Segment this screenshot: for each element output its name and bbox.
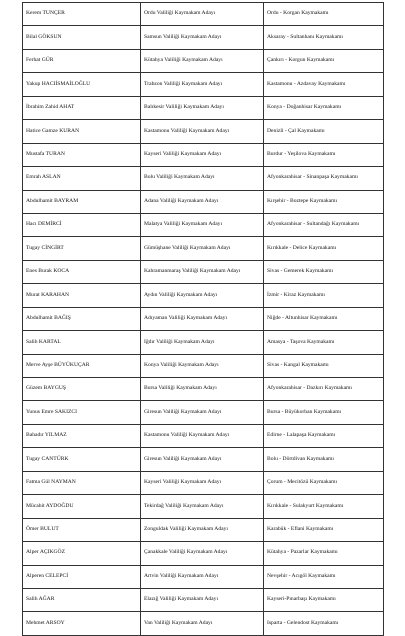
name-cell: Salih AĞAR	[23, 588, 141, 611]
candidacy-cell: Van Valiliği Kaymakam Adayı	[141, 612, 264, 635]
placement-cell: Konya - Doğanhisar Kaymakamı	[264, 96, 384, 119]
table-row	[23, 237, 384, 260]
placement-cell: Kütahya - Pazarlar Kaymakamı	[264, 542, 384, 565]
placement-cell: Bolu - Dörtdivan Kaymakamı	[264, 448, 384, 471]
placement-cell: Aksaray - Sultanhanı Kaymakamı	[264, 26, 384, 49]
candidacy-cell: Malatya Valiliği Kaymakam Adayı	[141, 213, 264, 236]
name-cell: Merve Ayşe BÜYÜKUÇAR	[23, 354, 141, 377]
placement-cell: Bursa - Büyükorhan Kaymakamı	[264, 401, 384, 424]
candidacy-cell: Kütahya Valiliği Kaymakam Adayı	[141, 49, 264, 72]
candidacy-cell: Adıyaman Valiliği Kaymakam Adayı	[141, 307, 264, 330]
name-cell: Yunus Emre SAKIZCI	[23, 401, 141, 424]
table-row	[23, 471, 384, 494]
candidacy-cell: Çanakkale Valiliği Kaymakam Adayı	[141, 542, 264, 565]
candidacy-cell: Giresun Valiliği Kaymakam Adayı	[141, 401, 264, 424]
table-row	[23, 401, 384, 424]
name-cell: Bilal GÖKSUN	[23, 26, 141, 49]
table-row	[23, 120, 384, 143]
placement-cell: Amasya - Taşova Kaymakamı	[264, 331, 384, 354]
candidacy-cell: Trabzon Valiliği Kaymakam Adayı	[141, 73, 264, 96]
table-row	[23, 96, 384, 119]
candidacy-cell: Bolu Valiliği Kaymakam Adayı	[141, 167, 264, 190]
candidacy-cell: Giresun Valiliği Kaymakam Adayı	[141, 448, 264, 471]
placement-cell: Kastamonu - Azdavay Kaymakamı	[264, 73, 384, 96]
name-cell: Kerem TUNÇER	[23, 3, 141, 26]
name-cell: Tugay CİNGİRT	[23, 237, 141, 260]
name-cell: Abdulhamit BAĞIŞ	[23, 307, 141, 330]
placement-cell: Ordu - Korgan Kaymakamı	[264, 3, 384, 26]
name-cell: Murat KARAHAN	[23, 284, 141, 307]
placement-cell: Kayseri-Pınarbaşı Kaymakamı	[264, 588, 384, 611]
candidacy-cell: Bursa Valiliği Kaymakam Adayı	[141, 378, 264, 401]
placement-cell: Isparta - Gelendost Kaymakamı	[264, 612, 384, 635]
placement-cell: Nevşehir - Acıgöl Kaymakamı	[264, 565, 384, 588]
table-row	[23, 448, 384, 471]
placement-cell: Denizli - Çal Kaymakamı	[264, 120, 384, 143]
placement-cell: Sivas - Gemerek Kaymakamı	[264, 260, 384, 283]
candidacy-cell: Elazığ Valiliği Kaymakam Adayı	[141, 588, 264, 611]
placement-cell: Edirne - Lalapaşa Kaymakamı	[264, 424, 384, 447]
appointment-table-body	[23, 3, 384, 636]
name-cell: Emrah ASLAN	[23, 167, 141, 190]
name-cell: Yakup HACIİSMAİLOĞLU	[23, 73, 141, 96]
candidacy-cell: Kahramanmaraş Valiliği Kaymakam Adayı	[141, 260, 264, 283]
name-cell: Abdulhamit BAYRAM	[23, 190, 141, 213]
name-cell: Alper AÇIKGÖZ	[23, 542, 141, 565]
table-row	[23, 354, 384, 377]
table-row	[23, 612, 384, 635]
candidacy-cell: Gümüşhane Valiliği Kaymakam Adayı	[141, 237, 264, 260]
candidacy-cell: Kayseri Valiliği Kaymakam Adayı	[141, 471, 264, 494]
table-row	[23, 588, 384, 611]
name-cell: Enes Burak KOCA	[23, 260, 141, 283]
candidacy-cell: Konya Valiliği Kaymakam Adayı	[141, 354, 264, 377]
table-row	[23, 3, 384, 26]
placement-cell: Kırıkkale - Sulakyurt Kaymakamı	[264, 495, 384, 518]
name-cell: Mücahit AYDOĞDU	[23, 495, 141, 518]
placement-cell: Karabük - Eflani Kaymakamı	[264, 518, 384, 541]
candidacy-cell: Balıkesir Valiliği Kaymakam Adayı	[141, 96, 264, 119]
name-cell: Tugay CANTÜRK	[23, 448, 141, 471]
name-cell: Ömer BULUT	[23, 518, 141, 541]
name-cell: Mehmet ARSOY	[23, 612, 141, 635]
table-row	[23, 518, 384, 541]
candidacy-cell: Artvin Valiliği Kaymakam Adayı	[141, 565, 264, 588]
name-cell: Mustafa TURAN	[23, 143, 141, 166]
name-cell: Salih KARTAL	[23, 331, 141, 354]
table-row	[23, 378, 384, 401]
name-cell: Güzem BAYGUŞ	[23, 378, 141, 401]
placement-cell: Afyonkarahisar - Sultandağı Kaymakamı	[264, 213, 384, 236]
table-row	[23, 424, 384, 447]
table-row	[23, 284, 384, 307]
table-row	[23, 565, 384, 588]
candidacy-cell: Ordu Valiliği Kaymakam Adayı	[141, 3, 264, 26]
candidacy-cell: Kayseri Valiliği Kaymakam Adayı	[141, 143, 264, 166]
candidacy-cell: Kastamonu Valiliği Kaymakam Adayı	[141, 120, 264, 143]
appointment-table	[22, 2, 384, 636]
placement-cell: Çankırı - Korgun Kaymakamı	[264, 49, 384, 72]
placement-cell: Kırşehir - Boztepe Kaymakamı	[264, 190, 384, 213]
table-row	[23, 143, 384, 166]
candidacy-cell: Adana Valiliği Kaymakam Adayı	[141, 190, 264, 213]
table-row	[23, 260, 384, 283]
table-row	[23, 495, 384, 518]
name-cell: Hatice Gamze KURAN	[23, 120, 141, 143]
candidacy-cell: Iğdır Valiliği Kaymakam Adayı	[141, 331, 264, 354]
name-cell: Alperen CELEPCİ	[23, 565, 141, 588]
placement-cell: Çorum - Mecitözü Kaymakamı	[264, 471, 384, 494]
table-row	[23, 213, 384, 236]
table-row	[23, 73, 384, 96]
candidacy-cell: Tekirdağ Valiliği Kaymakam Adayı	[141, 495, 264, 518]
name-cell: Ferhat GÜR	[23, 49, 141, 72]
name-cell: Fatma Gül NAYMAN	[23, 471, 141, 494]
placement-cell: Afyonkarahisar - Dazkırı Kaymakamı	[264, 378, 384, 401]
placement-cell: Niğde - Altunhisar Kaymakamı	[264, 307, 384, 330]
placement-cell: Afyonkarahisar - Sinanpaşa Kaymakamı	[264, 167, 384, 190]
candidacy-cell: Aydın Valiliği Kaymakam Adayı	[141, 284, 264, 307]
candidacy-cell: Samsun Valiliği Kaymakam Adayı	[141, 26, 264, 49]
placement-cell: Kırıkkale - Delice Kaymakamı	[264, 237, 384, 260]
candidacy-cell: Kastamonu Valiliği Kaymakam Adayı	[141, 424, 264, 447]
placement-cell: Sivas - Kangal Kaymakamı	[264, 354, 384, 377]
table-row	[23, 49, 384, 72]
name-cell: Bahadır YILMAZ	[23, 424, 141, 447]
table-row	[23, 331, 384, 354]
table-row	[23, 307, 384, 330]
table-row	[23, 167, 384, 190]
table-row	[23, 26, 384, 49]
placement-cell: Burdur - Yeşilova Kaymakamı	[264, 143, 384, 166]
name-cell: İbrahim Zahid AHAT	[23, 96, 141, 119]
table-row	[23, 542, 384, 565]
candidacy-cell: Zonguldak Valiliği Kaymakam Adayı	[141, 518, 264, 541]
placement-cell: İzmir - Kiraz Kaymakamı	[264, 284, 384, 307]
table-row	[23, 190, 384, 213]
name-cell: Hacı DEMİRCİ	[23, 213, 141, 236]
